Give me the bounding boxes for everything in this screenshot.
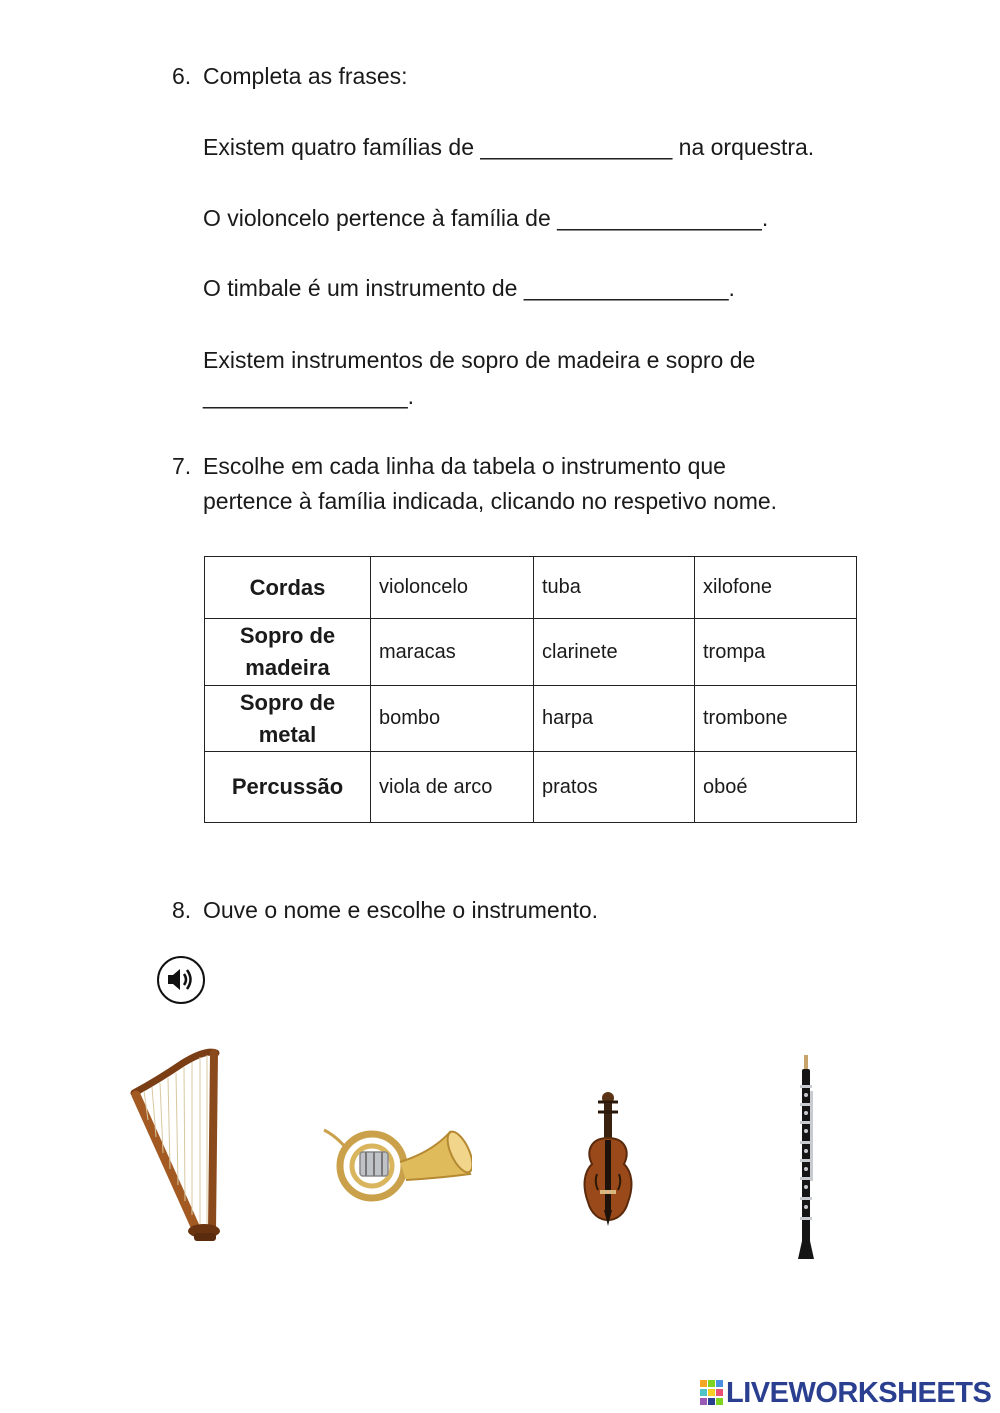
sentence-1-start: Existem quatro famílias de [203,134,475,160]
harp-icon [128,1045,228,1245]
logo-text: LIVEWORKSHEETS [726,1377,992,1409]
sentence-3 [203,273,735,303]
family-percussao [205,752,371,823]
sentence-4-end: . [407,383,415,409]
sentence-4-line-2 [203,381,414,411]
instrument-family-table [204,556,857,823]
option-violoncelo[interactable]: violoncelo [371,557,534,619]
sentence-1-end: na orquestra. [678,134,815,160]
family-label: Sopro de [239,623,336,648]
table-row-percussao [205,752,857,823]
question-7-number: 7. [172,453,192,479]
violin-choice[interactable] [580,1090,636,1239]
sentence-2 [203,203,768,233]
option-tuba[interactable]: tuba [534,557,695,619]
sentence-4-line-1: Existem instrumentos de sopro de madeira e sopro de [203,347,756,373]
sentence-3-start: O timbale é um instrumento de [203,275,518,301]
option-oboe[interactable]: oboé [695,752,857,823]
oboe-choice[interactable] [792,1055,820,1266]
family-cordas [205,557,371,619]
oboe-icon [792,1055,820,1261]
audio-play-button[interactable] [157,956,205,1004]
option-trombone[interactable]: trombone [695,686,857,752]
family-label: metal [258,721,317,747]
table-row-cordas [205,557,857,619]
option-harpa[interactable]: harpa [534,686,695,752]
option-bombo[interactable]: bombo [371,686,534,752]
french-horn-choice[interactable] [322,1122,472,1219]
table-row-sopro-metal [205,686,857,752]
family-sopro-de-madeira [205,619,371,686]
option-trompa[interactable]: trompa [695,619,857,686]
option-clarinete[interactable]: clarinete [534,619,695,686]
question-6-number: 6. [172,63,192,89]
family-label: Percussão [231,774,344,799]
violin-icon [580,1090,636,1234]
option-viola-de-arco[interactable]: viola de arco [371,752,534,823]
sentence-2-end: . [761,205,769,231]
sentence-2-start: O violoncelo pertence à família de [203,205,551,231]
family-label: Cordas [249,574,326,600]
sentence-3-blank[interactable]: ________________ [523,275,729,301]
family-label: madeira [245,655,330,680]
family-sopro-de-metal [205,686,371,752]
harp-choice[interactable] [128,1045,228,1250]
option-xilofone[interactable]: xilofone [695,557,857,619]
option-pratos[interactable]: pratos [534,752,695,823]
sentence-4-blank[interactable]: ________________ [203,383,408,409]
family-label: Sopro de [239,689,336,715]
sentence-3-end: . [728,275,735,301]
question-7-line-2: pertence à família indicada, clicando no respetivo nome. [203,488,778,514]
logo-mark-icon [700,1380,724,1406]
option-maracas[interactable]: maracas [371,619,534,686]
sentence-1-blank[interactable]: _______________ [480,134,673,160]
question-7-line-1: Escolhe em cada linha da tabela o instrumento que [203,453,726,479]
question-8-title: Ouve o nome e escolhe o instrumento. [203,897,599,923]
question-6-title: Completa as frases: [203,63,408,89]
french-horn-icon [322,1122,472,1214]
table-row-sopro-madeira [205,619,857,686]
speaker-icon [159,958,202,1001]
question-8-number: 8. [172,897,192,923]
sentence-2-blank[interactable]: ________________ [557,205,762,231]
sentence-1 [203,132,814,162]
